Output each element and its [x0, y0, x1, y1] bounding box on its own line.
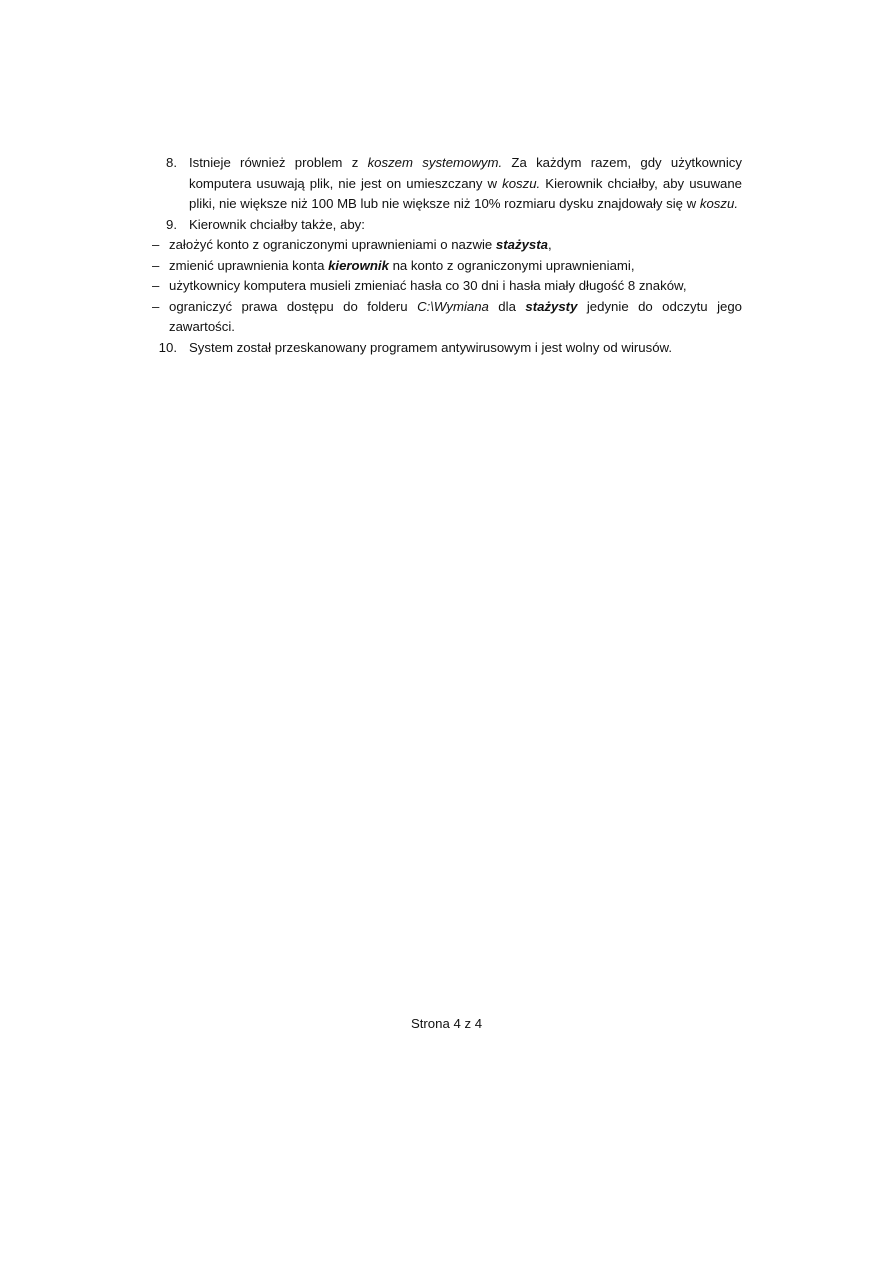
sub-list-item — [152, 276, 742, 297]
italic-term: koszem systemowym. — [367, 155, 503, 170]
italic-term: koszu. — [502, 175, 541, 191]
italic-term: koszu. — [699, 196, 738, 211]
item-number: 9. — [166, 216, 177, 232]
account-name: kierownik — [328, 257, 389, 273]
text-segment: założyć konto z ograniczonymi uprawnieniami o nazwie — [169, 237, 496, 252]
page-footer: Strona 4 z 4 — [410, 1016, 483, 1031]
text-segment: jedynie do odczytu jego zawartości. — [169, 298, 743, 334]
item-number: 10. — [158, 339, 177, 355]
text-segment: na konto z ograniczonymi uprawnieniami, — [388, 257, 635, 273]
item-intro: Kierownik chciałby także, aby: — [189, 216, 365, 232]
text-segment: dla — [488, 298, 526, 314]
item-number: 8. — [166, 155, 177, 170]
sub-list — [152, 235, 742, 338]
text-segment: Istnieje również problem z — [189, 155, 368, 170]
item-text: System został przeskanowany programem antywirusowym i jest wolny od wirusów. — [189, 339, 672, 355]
numbered-list — [152, 153, 742, 358]
list-item-9 — [152, 215, 742, 236]
text-segment: , — [547, 237, 552, 252]
text-segment: Kierownik chciałby, aby usuwane pliki, nie większe niż 100 MB lub nie większe niż 10% rozmiaru dysku znajdowały się w — [189, 175, 742, 211]
sub-list-item — [152, 235, 742, 256]
text-segment: użytkownicy komputera musieli zmieniać hasła co 30 dni i hasła miały długość 8 znaków, — [169, 278, 687, 293]
list-item-8 — [152, 153, 742, 215]
text-segment: Za każdym razem, gdy użytkownicy komputera usuwają plik, nie jest on umieszczany w — [189, 155, 742, 191]
sub-list-item — [152, 256, 742, 277]
dash-bullet: – — [152, 257, 160, 273]
dash-bullet: – — [152, 237, 160, 252]
item-text — [189, 153, 742, 215]
dash-bullet: – — [152, 278, 160, 293]
dash-bullet: – — [152, 298, 160, 314]
account-name: stażysta — [495, 237, 548, 252]
text-segment: ograniczyć prawa dostępu do folderu — [169, 298, 418, 314]
account-name: stażysty — [525, 298, 578, 314]
folder-path: C:\Wymiana — [417, 298, 489, 314]
text-segment: zmienić uprawnienia konta — [169, 257, 329, 273]
list-item-10 — [152, 338, 742, 359]
sub-list-item — [152, 297, 742, 338]
